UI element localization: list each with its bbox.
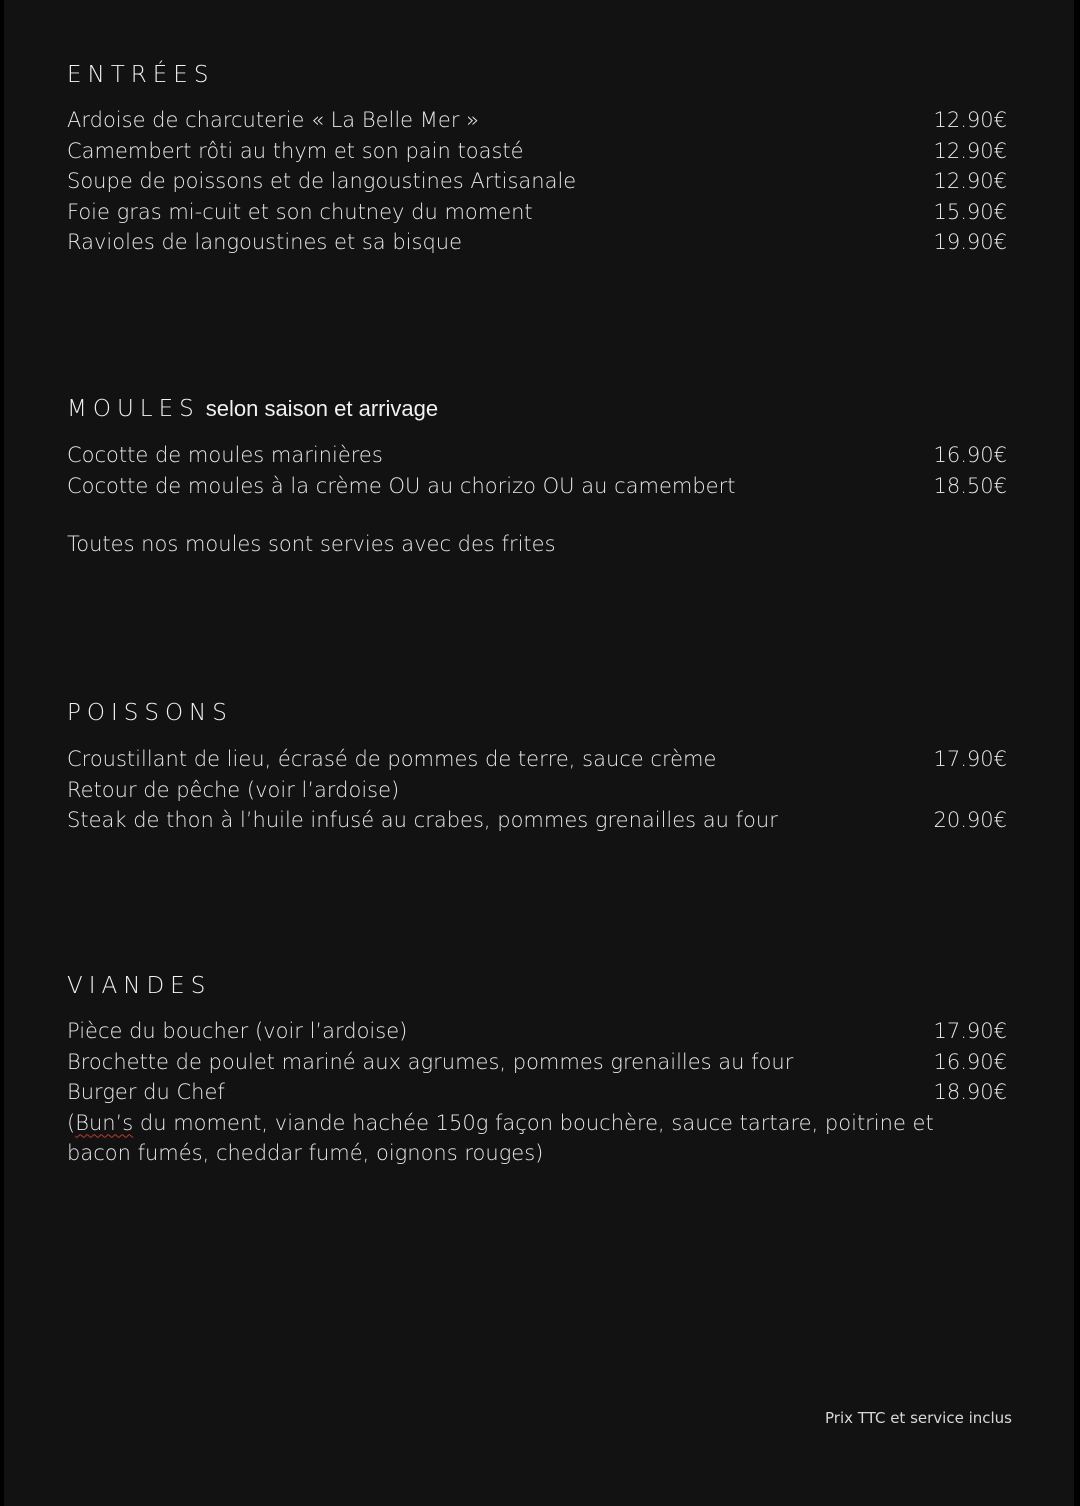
item-name: Steak de thon à l’huile infusé au crabes, pommes grenailles au four: [67, 808, 778, 832]
menu-item: [67, 197, 1007, 228]
menu-item: [67, 471, 1007, 502]
item-price: 17.90€: [933, 1019, 1007, 1043]
item-price: 16.90€: [933, 1049, 1007, 1074]
item-price: 20.90€: [933, 808, 1007, 832]
menu-item: [67, 440, 1007, 471]
item-name: Camembert rôti au thym et son pain toasté: [67, 138, 524, 163]
menu-item: [67, 1047, 1007, 1078]
burger-desc-buns: Bun’s: [75, 1110, 134, 1135]
item-price: 12.90€: [933, 169, 1007, 193]
item-name: Ardoise de charcuterie « La Belle Mer »: [67, 108, 479, 132]
menu-item: [67, 166, 1007, 197]
entrees-list: [67, 105, 1007, 258]
burger-desc-open: (: [67, 1110, 76, 1135]
moules-title: MOULES: [67, 396, 200, 422]
menu-item: [67, 775, 1007, 806]
item-name: Cocotte de moules marinières: [67, 443, 383, 467]
moules-list: [67, 440, 1007, 501]
section-title-viandes: [67, 971, 211, 1001]
viandes-title: VIANDES: [67, 973, 212, 999]
entrees-title: ENTRÉES: [67, 62, 215, 88]
item-name: Soupe de poissons et de langoustines Artisanale: [67, 169, 577, 193]
item-price: 19.90€: [933, 230, 1007, 254]
item-name: Brochette de poulet mariné aux agrumes, pommes grenailles au four: [67, 1049, 794, 1074]
footer-note: Prix TTC et service inclus: [825, 1409, 1012, 1427]
section-title-entrees: [67, 60, 214, 90]
item-price: 18.90€: [933, 1080, 1007, 1104]
item-price: 12.90€: [933, 138, 1007, 163]
item-name: Pièce du boucher (voir l’ardoise): [67, 1019, 408, 1043]
item-name: Ravioles de langoustines et sa bisque: [67, 230, 463, 254]
section-title-poissons: [67, 698, 233, 728]
item-name: Burger du Chef: [67, 1080, 225, 1104]
menu-item: [67, 744, 1007, 775]
moules-subtitle: selon saison et arrivage: [205, 396, 439, 421]
menu-item: [67, 1016, 1007, 1047]
item-name: Cocotte de moules à la crème OU au chorizo OU au camembert: [67, 473, 736, 498]
burger-description: [67, 1108, 967, 1169]
menu-item: [67, 805, 1007, 836]
section-title-moules: [67, 394, 438, 424]
item-name: Croustillant de lieu, écrasé de pommes de terre, sauce crème: [67, 747, 717, 771]
poissons-list: [67, 744, 1007, 836]
item-price: 15.90€: [933, 199, 1007, 224]
item-price: 16.90€: [933, 443, 1007, 467]
menu-item: [67, 136, 1007, 167]
viandes-list: [67, 1016, 1007, 1169]
burger-desc-rest: du moment, viande hachée 150g façon bouchère, sauce tartare, poitrine et bacon fumés, cheddar fumé, oignons rouges): [67, 1110, 934, 1165]
item-name: Foie gras mi-cuit et son chutney du moment: [67, 199, 533, 224]
item-price: 17.90€: [933, 747, 1007, 771]
menu-item: [67, 1077, 1007, 1108]
poissons-title: POISSONS: [67, 700, 233, 726]
item-price: 18.50€: [933, 473, 1007, 498]
menu-item: [67, 105, 1007, 136]
menu-page: [4, 0, 1074, 1506]
item-price: 12.90€: [933, 108, 1007, 132]
moules-note: Toutes nos moules sont servies avec des frites: [67, 532, 556, 556]
item-name: Retour de pêche (voir l’ardoise): [67, 777, 400, 802]
menu-item: [67, 227, 1007, 258]
